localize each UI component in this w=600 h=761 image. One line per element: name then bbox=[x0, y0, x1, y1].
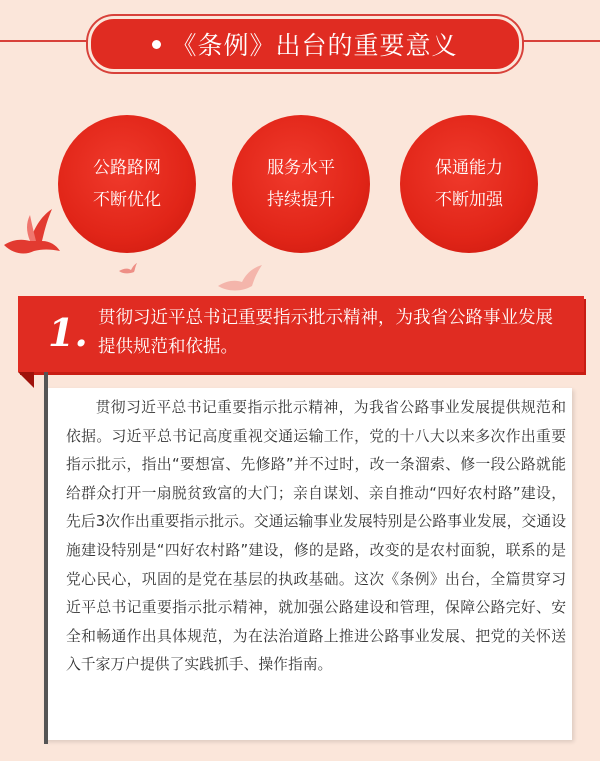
highlight-circle-capacity bbox=[400, 115, 538, 253]
small-dove-icon bbox=[118, 262, 138, 276]
circle-line1: 公路路网 bbox=[93, 158, 161, 178]
faded-dove-icon bbox=[216, 264, 264, 294]
highlight-circle-service bbox=[232, 115, 370, 253]
circle-line1: 服务水平 bbox=[267, 158, 335, 178]
title-pill bbox=[88, 16, 522, 72]
bullet-dot-icon bbox=[152, 40, 161, 49]
content-left-rule bbox=[44, 372, 48, 744]
circle-line2: 持续提升 bbox=[267, 190, 335, 210]
circle-line1: 保通能力 bbox=[435, 158, 503, 178]
banner-fold bbox=[18, 372, 34, 388]
page-title: 《条例》出台的重要意义 bbox=[171, 31, 458, 60]
circle-line2: 不断加强 bbox=[435, 190, 503, 210]
circle-line2: 不断优化 bbox=[93, 190, 161, 210]
section-body: 贯彻习近平总书记重要指示批示精神，为我省公路事业发展提供规范和依据。习近平总书记高度重视交通运输工作，党的十八大以来多次作出重要指示批示，指出“要想富、先修路”并不过时，改一条溜索、修一段公路就能给群众打开一扇脱贫致富的大门；亲自谋划、亲自推动“四好农村路”建设，先后3次作出重要指示批示。交通运输事业发展特别是公路事业发展，交通设施建设特别是“四好农村路”建设，修的是路，改变的是农村面貌，联系的是党心民心，巩固的是党在基层的执政基础。这次《条例》出台，全篇贯穿习近平总书记重要指示批示精神，就加强公路建设和管理，保障公路完好、安全和畅通作出具体规范，为在法治道路上推进公路事业发展、把党的关怀送入千家万户提供了实践抓手、操作指南。 bbox=[66, 399, 566, 674]
dove-icon bbox=[0, 205, 62, 261]
section-heading: 贯彻习近平总书记重要指示批示精神，为我省公路事业发展提供规范和依据。 bbox=[98, 308, 553, 357]
section-number: 1. bbox=[48, 310, 88, 355]
highlight-circle-network bbox=[58, 115, 196, 253]
section-banner bbox=[18, 296, 584, 372]
